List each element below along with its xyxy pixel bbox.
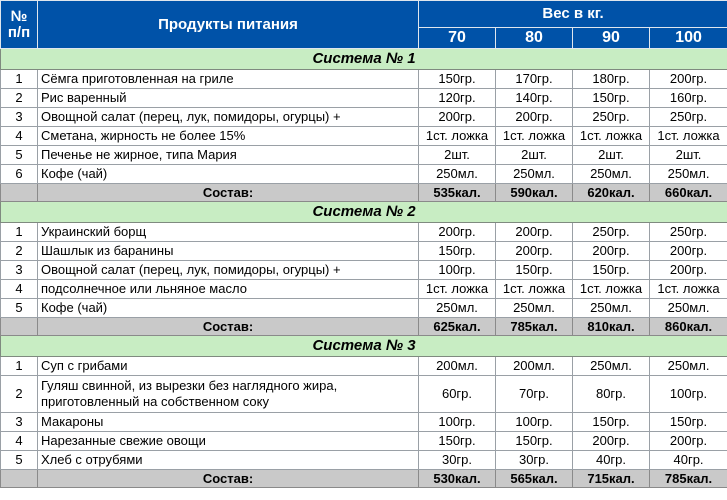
- amount-cell: 200гр.: [496, 223, 573, 242]
- row-number: 5: [1, 146, 38, 165]
- amount-cell: 200гр.: [650, 242, 727, 261]
- total-label: Состав:: [38, 184, 419, 202]
- amount-cell: 200гр.: [496, 108, 573, 127]
- weight-70: 70: [419, 28, 496, 49]
- amount-cell: 120гр.: [419, 89, 496, 108]
- row-number: 2: [1, 89, 38, 108]
- amount-cell: 200гр.: [573, 242, 650, 261]
- amount-cell: 250гр.: [650, 223, 727, 242]
- table-row: [1, 127, 727, 146]
- table-row: [1, 70, 727, 89]
- product-name: Печенье не жирное, типа Мария: [38, 146, 419, 165]
- amount-cell: 200мл.: [496, 357, 573, 376]
- system-header: [1, 49, 727, 70]
- num-header: [1, 1, 38, 49]
- amount-cell: 2шт.: [650, 146, 727, 165]
- total-calories: 620кал.: [573, 184, 650, 202]
- amount-cell: 60гр.: [419, 376, 496, 413]
- amount-cell: 250мл.: [496, 165, 573, 184]
- row-number: 5: [1, 299, 38, 318]
- amount-cell: 40гр.: [573, 451, 650, 470]
- amount-cell: 250гр.: [573, 108, 650, 127]
- product-name: Суп с грибами: [38, 357, 419, 376]
- row-number: 1: [1, 357, 38, 376]
- amount-cell: 1ст. ложка: [496, 127, 573, 146]
- product-header: Продукты питания: [38, 1, 419, 49]
- amount-cell: 200гр.: [419, 108, 496, 127]
- num-header-line2: п/п: [7, 23, 31, 41]
- total-calories: 590кал.: [496, 184, 573, 202]
- product-name: Гуляш свинной, из вырезки без наглядного жира, приготовленный на собственном соку: [38, 376, 419, 413]
- amount-cell: 250мл.: [419, 165, 496, 184]
- weight-80: 80: [496, 28, 573, 49]
- amount-cell: 200гр.: [496, 242, 573, 261]
- amount-cell: 2шт.: [496, 146, 573, 165]
- amount-cell: 250гр.: [573, 223, 650, 242]
- total-calories: 565кал.: [496, 470, 573, 488]
- row-number: 4: [1, 432, 38, 451]
- total-label: Состав:: [38, 470, 419, 488]
- amount-cell: 250мл.: [650, 357, 727, 376]
- amount-cell: 140гр.: [496, 89, 573, 108]
- row-number: 3: [1, 108, 38, 127]
- row-number: 1: [1, 223, 38, 242]
- total-calories: 785кал.: [650, 470, 727, 488]
- amount-cell: 100гр.: [419, 261, 496, 280]
- amount-cell: 150гр.: [419, 432, 496, 451]
- product-name: Овощной салат (перец, лук, помидоры, огурцы) +: [38, 261, 419, 280]
- amount-cell: 80гр.: [573, 376, 650, 413]
- total-label: Состав:: [38, 318, 419, 336]
- amount-cell: 200гр.: [650, 261, 727, 280]
- amount-cell: 250мл.: [496, 299, 573, 318]
- product-name: Рис варенный: [38, 89, 419, 108]
- amount-cell: 200гр.: [419, 223, 496, 242]
- total-row: [1, 470, 727, 488]
- total-row: [1, 318, 727, 336]
- product-name: подсолнечное или льняное масло: [38, 280, 419, 299]
- total-calories: 625кал.: [419, 318, 496, 336]
- amount-cell: 2шт.: [419, 146, 496, 165]
- amount-cell: 30гр.: [419, 451, 496, 470]
- total-calories: 660кал.: [650, 184, 727, 202]
- amount-cell: 200гр.: [650, 70, 727, 89]
- amount-cell: 1ст. ложка: [573, 127, 650, 146]
- system-header: [1, 336, 727, 357]
- amount-cell: 150гр.: [496, 432, 573, 451]
- amount-cell: 200гр.: [650, 432, 727, 451]
- weight-100: 100: [650, 28, 727, 49]
- row-number: 3: [1, 413, 38, 432]
- product-name: Украинский борщ: [38, 223, 419, 242]
- table-row: [1, 223, 727, 242]
- amount-cell: 40гр.: [650, 451, 727, 470]
- table-row: [1, 451, 727, 470]
- amount-cell: 150гр.: [573, 89, 650, 108]
- amount-cell: 150гр.: [496, 261, 573, 280]
- table-row: [1, 165, 727, 184]
- amount-cell: 1ст. ложка: [650, 280, 727, 299]
- amount-cell: 1ст. ложка: [496, 280, 573, 299]
- system-header: [1, 202, 727, 223]
- row-number: 4: [1, 280, 38, 299]
- product-name: Кофе (чай): [38, 299, 419, 318]
- header-row-1: [1, 1, 727, 28]
- amount-cell: 150гр.: [650, 413, 727, 432]
- amount-cell: 1ст. ложка: [419, 280, 496, 299]
- table-row: [1, 357, 727, 376]
- row-number: 6: [1, 165, 38, 184]
- total-calories: 785кал.: [496, 318, 573, 336]
- amount-cell: 70гр.: [496, 376, 573, 413]
- amount-cell: 100гр.: [496, 413, 573, 432]
- amount-cell: 1ст. ложка: [650, 127, 727, 146]
- amount-cell: 180гр.: [573, 70, 650, 89]
- amount-cell: 200гр.: [573, 432, 650, 451]
- amount-cell: 250мл.: [573, 357, 650, 376]
- product-name: Шашлык из баранины: [38, 242, 419, 261]
- amount-cell: 150гр.: [573, 261, 650, 280]
- amount-cell: 250мл.: [650, 165, 727, 184]
- row-number: 2: [1, 242, 38, 261]
- amount-cell: 1ст. ложка: [573, 280, 650, 299]
- amount-cell: 2шт.: [573, 146, 650, 165]
- amount-cell: 250мл.: [419, 299, 496, 318]
- amount-cell: 250мл.: [650, 299, 727, 318]
- table-row: [1, 413, 727, 432]
- table-row: [1, 376, 727, 413]
- amount-cell: 1ст. ложка: [419, 127, 496, 146]
- amount-cell: 170гр.: [496, 70, 573, 89]
- amount-cell: 150гр.: [419, 242, 496, 261]
- amount-cell: 100гр.: [650, 376, 727, 413]
- amount-cell: 150гр.: [573, 413, 650, 432]
- table-row: [1, 108, 727, 127]
- system-title: Система № 3: [1, 336, 727, 357]
- amount-cell: 250мл.: [573, 165, 650, 184]
- amount-cell: 200мл.: [419, 357, 496, 376]
- weight-header: Вес в кг.: [419, 1, 727, 28]
- product-name: Хлеб с отрубями: [38, 451, 419, 470]
- total-row: [1, 184, 727, 202]
- product-name: Овощной салат (перец, лук, помидоры, огурцы) +: [38, 108, 419, 127]
- table-row: [1, 280, 727, 299]
- amount-cell: 250гр.: [650, 108, 727, 127]
- amount-cell: 100гр.: [419, 413, 496, 432]
- total-blank-cell: [1, 470, 38, 488]
- amount-cell: 30гр.: [496, 451, 573, 470]
- total-calories: 810кал.: [573, 318, 650, 336]
- table-row: [1, 261, 727, 280]
- amount-cell: 160гр.: [650, 89, 727, 108]
- row-number: 5: [1, 451, 38, 470]
- product-name: Сёмга приготовленная на гриле: [38, 70, 419, 89]
- num-header-line1: №: [10, 7, 28, 25]
- amount-cell: 250мл.: [573, 299, 650, 318]
- system-title: Система № 1: [1, 49, 727, 70]
- system-title: Система № 2: [1, 202, 727, 223]
- product-name: Нарезанные свежие овощи: [38, 432, 419, 451]
- total-blank-cell: [1, 318, 38, 336]
- total-blank-cell: [1, 184, 38, 202]
- product-name: Макароны: [38, 413, 419, 432]
- row-number: 3: [1, 261, 38, 280]
- weight-90: 90: [573, 28, 650, 49]
- product-name: Сметана, жирность не более 15%: [38, 127, 419, 146]
- table-row: [1, 432, 727, 451]
- table-row: [1, 242, 727, 261]
- amount-cell: 150гр.: [419, 70, 496, 89]
- product-name: Кофе (чай): [38, 165, 419, 184]
- total-calories: 530кал.: [419, 470, 496, 488]
- total-calories: 860кал.: [650, 318, 727, 336]
- table-body: [1, 49, 727, 488]
- total-calories: 535кал.: [419, 184, 496, 202]
- total-calories: 715кал.: [573, 470, 650, 488]
- row-number: 4: [1, 127, 38, 146]
- table-row: [1, 89, 727, 108]
- row-number: 1: [1, 70, 38, 89]
- table-row: [1, 146, 727, 165]
- row-number: 2: [1, 376, 38, 413]
- table-row: [1, 299, 727, 318]
